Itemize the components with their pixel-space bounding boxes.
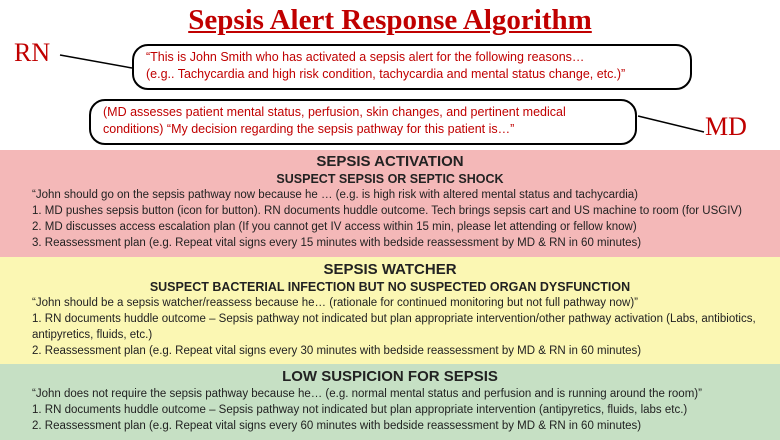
section-heading: SEPSIS WATCHER [323,261,457,278]
sepsis-watcher-section [0,257,780,364]
rn-bubble-line-2: (e.g.. Tachycardia and high risk condition, tachycardia and mental status change, etc.)” [146,67,626,81]
md-bubble-line-2: conditions) “My decision regarding the sepsis pathway for this patient is…” [103,122,515,136]
section-item-2: 2. Reassessment plan (e.g. Repeat vital signs every 60 minutes with bedside reassessment by MD & RN in 60 minutes) [32,420,642,432]
low-suspicion-section [0,364,780,440]
section-item-1: 1. RN documents huddle outcome – Sepsis pathway not indicated but plan appropriate intervention/other pathway activation (Labs, antibiotics, antipyretics, fluids, etc.) [32,313,756,341]
md-speech-bubble [89,99,637,145]
section-quote: “John does not require the sepsis pathway because he… (e.g. normal mental status and perfusion and is running around the room)” [32,388,702,400]
section-item-3: 3. Reassessment plan (e.g. Repeat vital signs every 15 minutes with bedside reassessment by MD & RN in 60 minutes) [32,237,642,249]
md-connector-line [638,116,704,132]
section-heading: SEPSIS ACTIVATION [316,153,464,170]
section-item-1: 1. MD pushes sepsis button (icon for button). RN documents huddle outcome. Tech brings sepsis cart and US machine to room (for USGIV) [32,205,742,217]
page-title: Sepsis Alert Response Algorithm [188,4,592,36]
section-item-1: 1. RN documents huddle outcome – Sepsis pathway not indicated but plan appropriate intervention (antipyretics, fluids, labs etc.) [32,404,688,416]
md-bubble-line-1: (MD assesses patient mental status, perfusion, skin changes, and pertinent medical [103,105,566,119]
rn-speech-bubble [132,44,692,90]
section-subheading: SUSPECT BACTERIAL INFECTION BUT NO SUSPECTED ORGAN DYSFUNCTION [149,280,631,294]
rn-bubble-line-1: “This is John Smith who has activated a sepsis alert for the following reasons… [146,50,585,64]
md-label: MD [705,112,747,141]
sepsis-activation-section [0,150,780,257]
section-quote: “John should go on the sepsis pathway now because he … (e.g. is high risk with altered mental status and tachycardia) [32,189,639,201]
rn-label: RN [14,38,51,67]
section-heading: LOW SUSPICION FOR SEPSIS [282,368,498,385]
section-item-2: 2. MD discusses access escalation plan (If you cannot get IV access within 15 min, please let attending or fellow know) [32,221,637,233]
section-quote: “John should be a sepsis watcher/reassess because he… (rationale for continued monitoring but not full pathway now)” [32,297,639,309]
rn-connector-line [60,55,132,68]
section-subheading: SUSPECT SEPSIS OR SEPTIC SHOCK [276,172,504,186]
section-item-2: 2. Reassessment plan (e.g. Repeat vital signs every 30 minutes with bedside reassessment by MD & RN in 60 minutes) [32,345,642,357]
